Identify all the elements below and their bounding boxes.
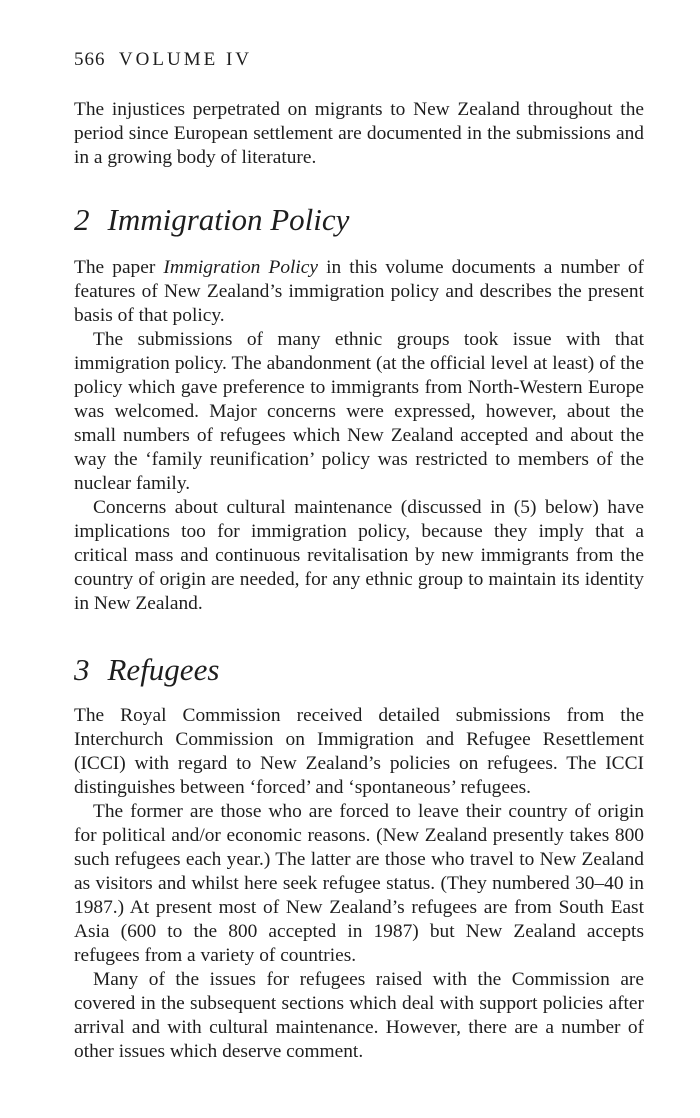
page [74, 48, 644, 1064]
paragraph: Many of the issues for refugees raised with the Commission are covered in the subsequent sections which deal with support policies after arrival and with cultural maintenance. However, there are a number of other issues which deserve comment. [74, 969, 644, 1062]
running-head [74, 48, 644, 72]
paragraph: The submissions of many ethnic groups took issue with that immigration policy. The abandonment (at the official level at least) of the policy which gave preference to immigrants from North-Western Europe was welcomed. Major concerns were expressed, however, about the small numbers of refugees which New Zealand accepted and about the way the ‘family reunification’ policy was restricted to members of the nuclear family. [74, 329, 644, 494]
section-number: 2 [74, 202, 90, 237]
paragraph [74, 256, 644, 328]
page-number: 566 [74, 49, 106, 70]
paper-title-italic: Immigration Policy [163, 257, 319, 278]
paragraph: Concerns about cultural maintenance (discussed in (5) below) have implications too for immigration policy, because they imply that a critical mass and continuous revitalisation by new immigrants from the country of origin are needed, for any ethnic group to maintain its identity in New Zealand. [74, 497, 644, 614]
section-title: Immigration Policy [107, 202, 350, 237]
section-heading-refugees [74, 652, 644, 688]
text-run: in this volume documents a number of features of New Zealand’s immigration policy and describes the present basis of that policy. [74, 257, 644, 326]
section-heading-immigration-policy [74, 202, 644, 238]
intro-paragraph: The injustices perpetrated on migrants to New Zealand throughout the period since European settlement are documented in the submissions and in a growing body of literature. [74, 99, 644, 168]
text-run: The paper [74, 257, 164, 278]
paragraph: The former are those who are forced to leave their country of origin for political and/or economic reasons. (New Zealand presently takes 800 such refugees each year.) The latter are those who travel to New Zealand as visitors and whilst here seek refugee status. (They numbered 30–40 in 1987.) At present most of New Zealand’s refugees are from South East Asia (600 to the 800 accepted in 1987) but New Zealand accepts refugees from a variety of countries. [74, 801, 644, 966]
volume-label: VOLUME IV [118, 49, 252, 70]
section-number: 3 [74, 652, 90, 687]
section-title: Refugees [107, 652, 220, 687]
paragraph: The Royal Commission received detailed submissions from the Interchurch Commission on Immigration and Refugee Resettlement (ICCI) with regard to New Zealand’s policies on refugees. The ICCI distinguishes between ‘forced’ and ‘spontaneous’ refugees. [74, 705, 644, 798]
